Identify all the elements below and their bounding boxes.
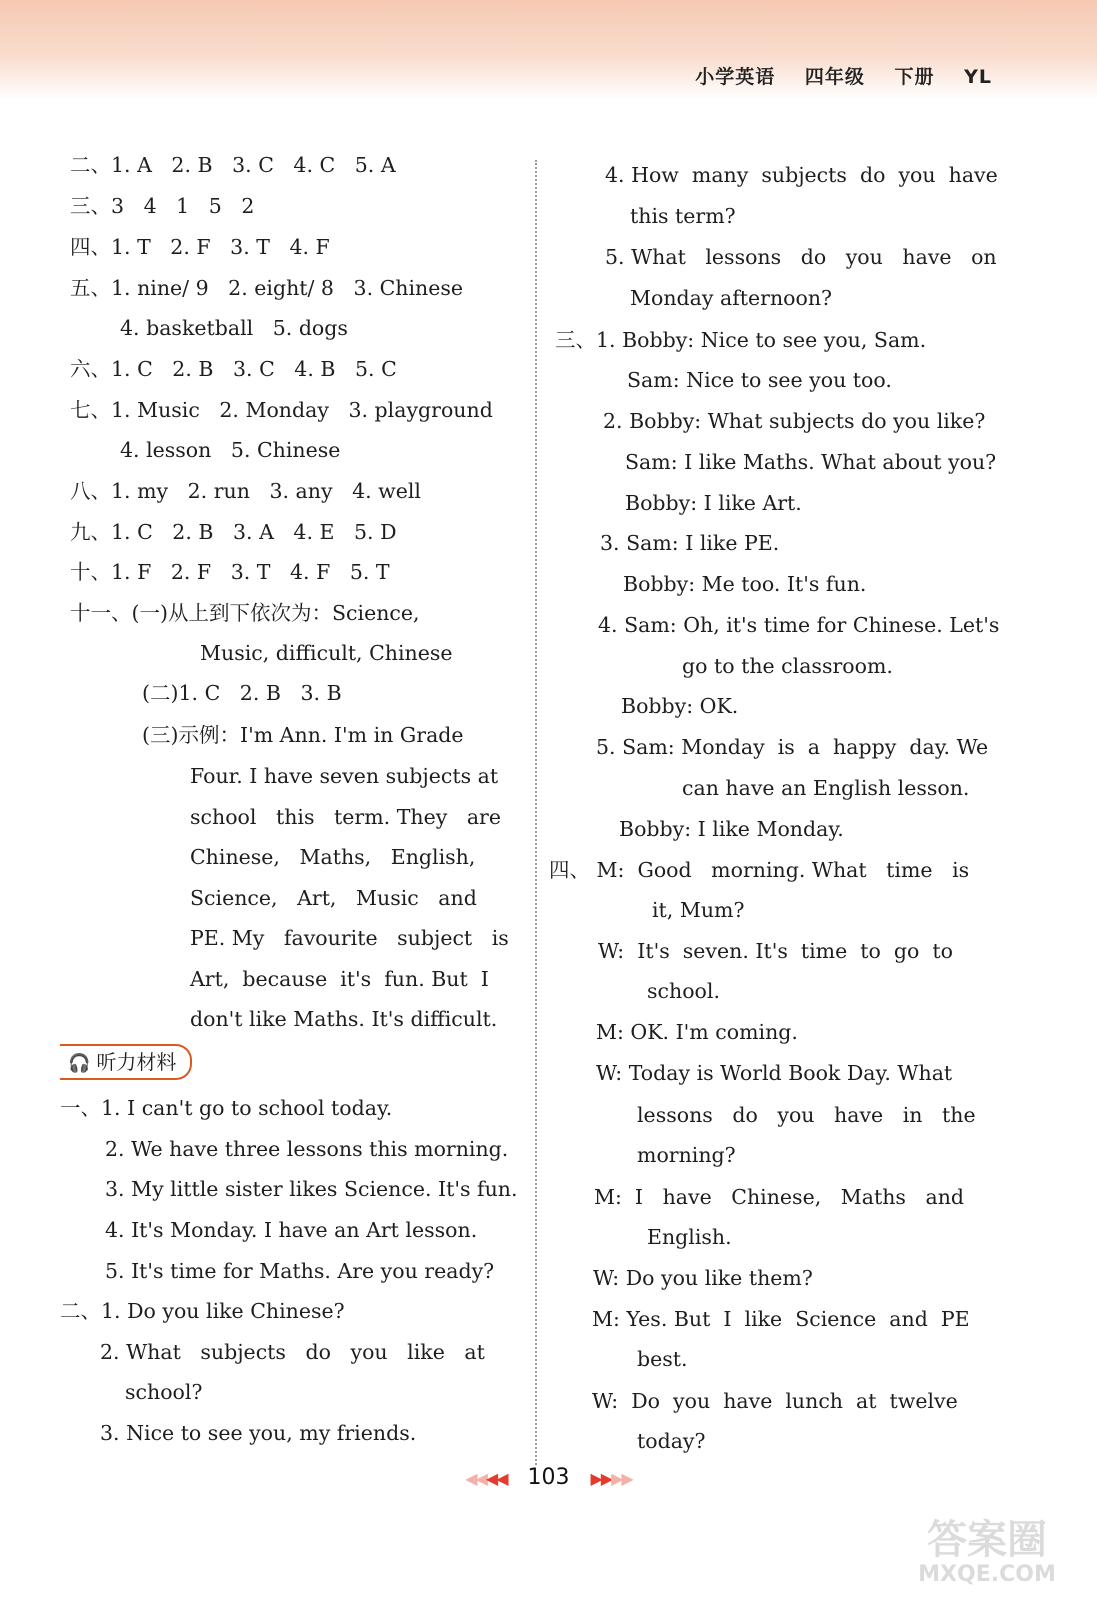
text-line: 三、3 4 1 5 2 (70, 194, 255, 218)
header-volume: 下册 (894, 66, 935, 88)
text-line: W: Today is World Book Day. What (596, 1061, 953, 1085)
text-line: this term? (630, 204, 736, 228)
text-line: 4. Sam: Oh, it's time for Chinese. Let's (598, 613, 1000, 637)
text-line: (二)1. C 2. B 3. B (142, 681, 342, 705)
text-line: can have an English lesson. (682, 776, 970, 800)
text-line: 二、1. Do you like Chinese? (60, 1299, 345, 1323)
text-line: 五、1. nine/ 9 2. eight/ 8 3. Chinese (70, 276, 464, 300)
text-line: Sam: I like Maths. What about you? (625, 450, 997, 474)
text-line: lessons do you have in the (637, 1103, 976, 1127)
text-line: 2. Bobby: What subjects do you like? (603, 409, 986, 433)
text-line: school. (647, 979, 720, 1003)
watermark-logo (907, 1518, 1067, 1590)
text-line: English. (647, 1225, 732, 1249)
text-line: M: Yes. But I like Science and PE (592, 1307, 970, 1331)
text-line: Chinese, Maths, English, (190, 845, 476, 869)
text-line: Science, Art, Music and (190, 886, 477, 910)
text-line: 四、 M: Good morning. What time is (549, 858, 970, 882)
header-info (673, 62, 992, 89)
text-line: today? (637, 1429, 706, 1453)
text-line: 四、1. T 2. F 3. T 4. F (70, 235, 330, 259)
text-line: 5. It's time for Maths. Are you ready? (105, 1259, 495, 1283)
text-line: school? (125, 1380, 203, 1404)
text-line: 一、1. I can't go to school today. (60, 1096, 393, 1120)
text-line: Bobby: Me too. It's fun. (623, 572, 867, 596)
watermark-title: 答案圈 (927, 1517, 1047, 1563)
text-line: W: Do you have lunch at twelve (592, 1389, 958, 1413)
next-arrows-faint-icon: ▶▶ (611, 1469, 632, 1488)
text-line: 六、1. C 2. B 3. C 4. B 5. C (70, 357, 397, 381)
text-line: PE. My favourite subject is (190, 926, 509, 950)
text-line: 4. basketball 5. dogs (120, 316, 348, 340)
text-line: Four. I have seven subjects at (190, 764, 499, 788)
watermark-site: MXQE.COM (918, 1562, 1056, 1587)
text-line: Monday afternoon? (630, 286, 833, 310)
text-line: 5. Sam: Monday is a happy day. We (596, 735, 989, 759)
header-grade: 四年级 (804, 66, 865, 88)
text-line: 七、1. Music 2. Monday 3. playground (70, 398, 493, 422)
header-subject: 小学英语 (695, 66, 776, 88)
page-number: 103 (527, 1465, 570, 1490)
header-edition: YL (964, 66, 992, 88)
text-line: Music, difficult, Chinese (200, 641, 453, 665)
text-line: W: It's seven. It's time to go to (598, 939, 953, 963)
headphones-icon: 🎧 (68, 1053, 91, 1074)
text-line: 4. It's Monday. I have an Art lesson. (105, 1218, 478, 1242)
listening-material-tag (60, 1044, 192, 1080)
next-arrows-icon: ▶▶ (590, 1469, 612, 1488)
text-line: 三、1. Bobby: Nice to see you, Sam. (555, 328, 927, 352)
text-line: 二、1. A 2. B 3. C 4. C 5. A (70, 153, 396, 177)
text-line: morning? (637, 1143, 736, 1167)
text-line: M: I have Chinese, Maths and (594, 1185, 965, 1209)
text-line: Sam: Nice to see you too. (627, 368, 892, 392)
text-line: school this term. They are (190, 805, 501, 829)
text-line: 4. How many subjects do you have (605, 163, 998, 187)
text-line: 九、1. C 2. B 3. A 4. E 5. D (70, 520, 397, 544)
text-line: Bobby: I like Monday. (619, 817, 844, 841)
text-line: 八、1. my 2. run 3. any 4. well (70, 479, 421, 503)
text-line: W: Do you like them? (593, 1266, 813, 1290)
text-line: best. (637, 1347, 688, 1371)
text-line: (三)示例：I'm Ann. I'm in Grade (142, 723, 464, 747)
text-line: Bobby: I like Art. (625, 491, 802, 515)
text-line: go to the classroom. (682, 654, 893, 678)
text-line: 5. What lessons do you have on (605, 245, 997, 269)
listening-label: 听力材料 (96, 1050, 177, 1074)
text-line: 十、1. F 2. F 3. T 4. F 5. T (70, 560, 390, 584)
prev-arrows-faint-icon: ◀◀ (465, 1469, 486, 1488)
text-line: don't like Maths. It's difficult. (190, 1007, 498, 1031)
text-line: 十一、(一)从上到下依次为：Science, (70, 601, 420, 625)
text-line: 2. What subjects do you like at (100, 1340, 485, 1364)
column-divider (535, 160, 537, 1465)
text-line: 4. lesson 5. Chinese (120, 438, 341, 462)
text-line: 3. Sam: I like PE. (600, 531, 780, 555)
prev-arrows-icon: ◀◀ (485, 1469, 507, 1488)
page-footer (0, 1465, 1097, 1490)
text-line: 3. Nice to see you, my friends. (100, 1421, 417, 1445)
text-line: Art, because it's fun. But I (190, 967, 489, 991)
text-line: Bobby: OK. (621, 694, 739, 718)
text-line: M: OK. I'm coming. (596, 1020, 798, 1044)
text-line: it, Mum? (652, 898, 745, 922)
text-line: 3. My little sister likes Science. It's fun. (105, 1177, 518, 1201)
text-line: 2. We have three lessons this morning. (105, 1137, 509, 1161)
